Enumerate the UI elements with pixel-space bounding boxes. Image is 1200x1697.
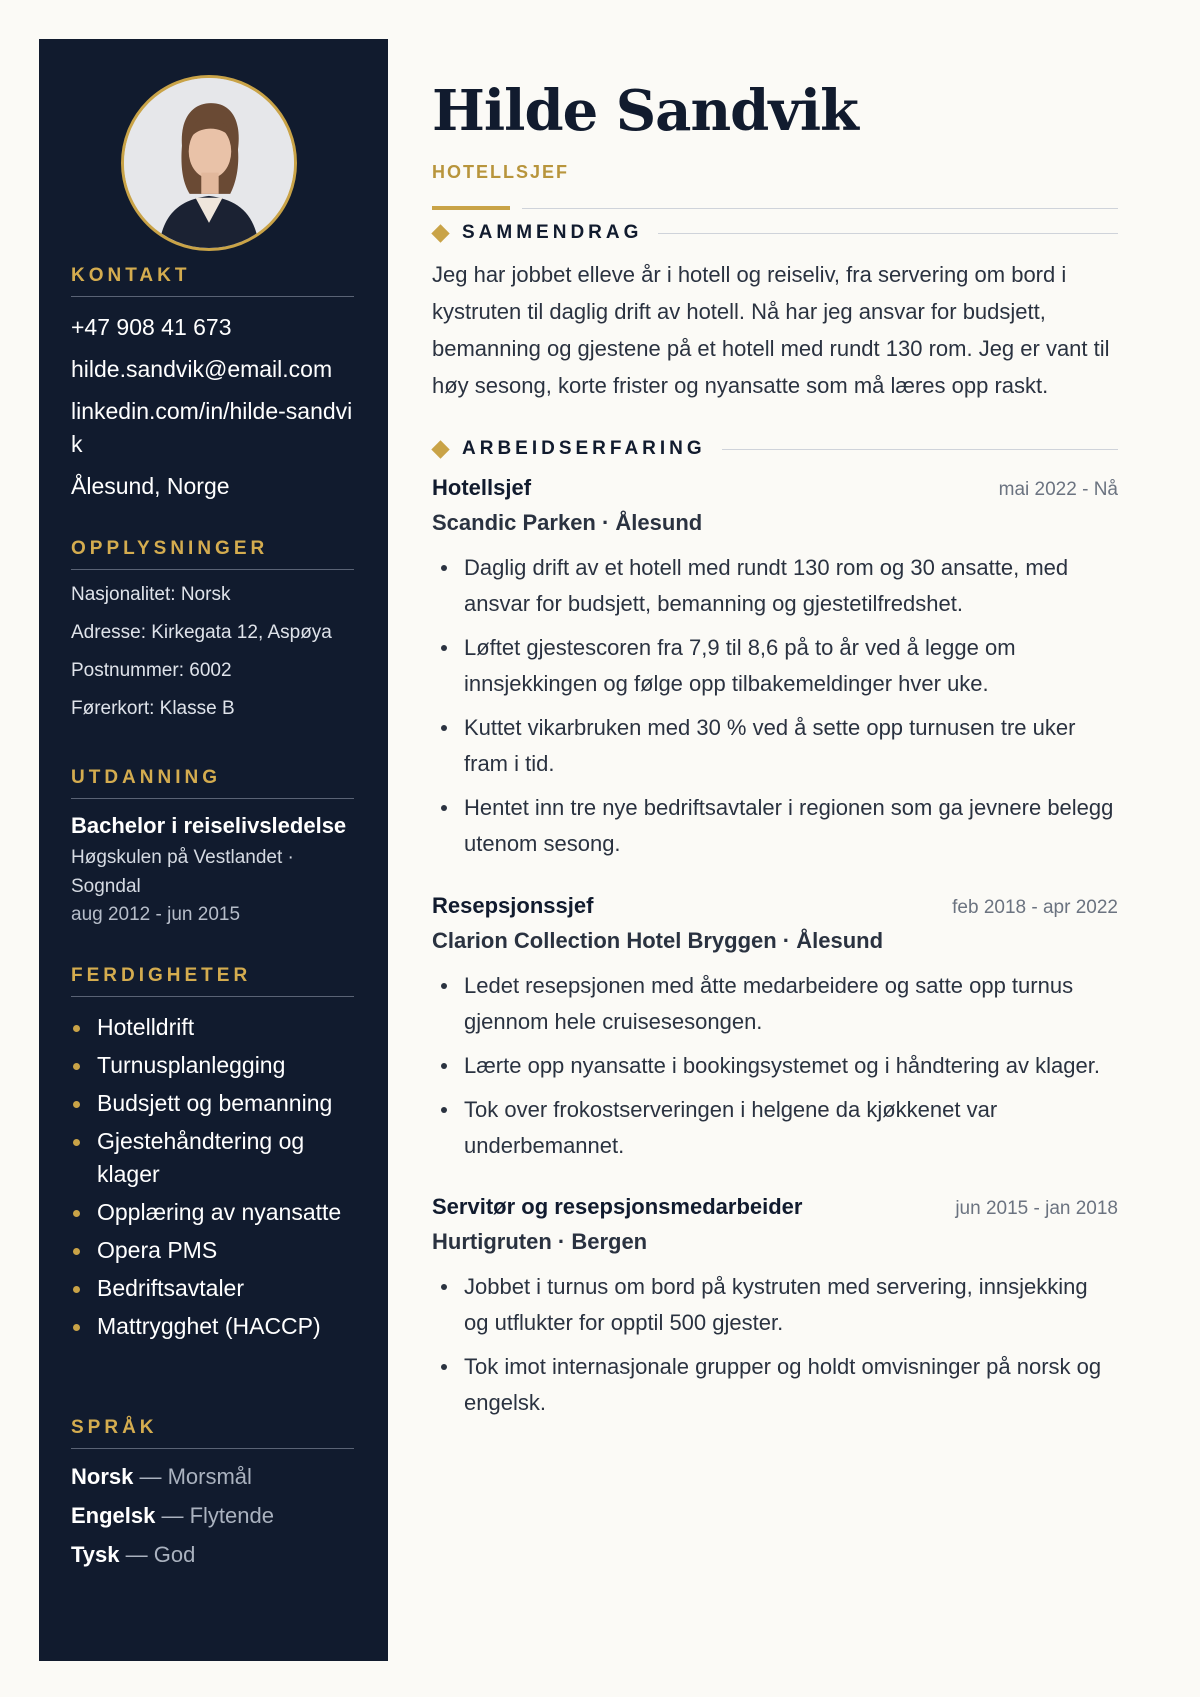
section-divider <box>722 449 1118 450</box>
job-bullet <box>432 1048 1118 1084</box>
skills-list <box>71 1011 354 1343</box>
job-bullets <box>432 968 1118 1164</box>
bullet-dot-icon <box>73 1324 80 1331</box>
language-name: Norsk <box>71 1464 134 1489</box>
info-postcode: Postnummer: 6002 <box>71 660 232 681</box>
job-entry <box>432 1194 1118 1429</box>
language-name: Engelsk <box>71 1503 156 1528</box>
bullet-dot-icon <box>73 1139 80 1146</box>
info-heading: OPPLYSNINGER <box>71 538 354 570</box>
bullet-dot-icon <box>441 565 447 571</box>
sidebar <box>39 39 388 1661</box>
job-bullet-text: Hentet inn tre nye bedriftsavtaler i regionen som ga jevnere belegg utenom sesong. <box>464 795 1114 856</box>
skills-heading: FERDIGHETER <box>71 965 354 997</box>
job-title: Resepsjonssjef <box>432 893 594 918</box>
job-bullet <box>432 630 1118 702</box>
job-bullet <box>432 550 1118 622</box>
skill-item <box>71 1125 354 1191</box>
profile-photo-image <box>124 78 294 248</box>
bullet-dot-icon <box>73 1286 80 1293</box>
job-dates: feb 2018 - apr 2022 <box>952 897 1118 918</box>
job-bullet-text: Daglig drift av et hotell med rundt 130 rom og 30 ansatte, med ansvar for budsjett, bemanning og gjestetilfredshet. <box>464 555 1069 616</box>
language-item <box>71 1541 354 1569</box>
language-level: — Flytende <box>155 1503 274 1528</box>
skill-label: Turnusplanlegging <box>97 1052 286 1078</box>
job-title: Hotellsjef <box>432 475 532 500</box>
info-section <box>71 538 354 736</box>
profile-photo <box>121 75 297 251</box>
skill-label: Gjestehåndtering og klager <box>97 1128 305 1187</box>
job-entry <box>432 893 1118 1172</box>
job-bullet <box>432 1269 1118 1341</box>
education-section <box>71 767 354 929</box>
diamond-icon <box>431 224 449 242</box>
contact-section <box>71 265 354 512</box>
candidate-title: HOTELLSJEF <box>432 162 570 182</box>
bullet-dot-icon <box>441 1284 447 1290</box>
job-bullet-text: Lærte opp nyansatte i bookingsystemet og i håndtering av klager. <box>464 1053 1100 1078</box>
job-dates: jun 2015 - jan 2018 <box>955 1198 1118 1219</box>
education-heading: UTDANNING <box>71 767 354 799</box>
job-bullet-text: Løftet gjestescoren fra 7,9 til 8,6 på to år ved å legge om innsjekkingen og følge opp tilbakemeldinger hver uke. <box>464 635 1016 696</box>
job-bullets <box>432 550 1118 862</box>
languages-heading: SPRÅK <box>71 1417 354 1449</box>
job-company: Scandic Parken · Ålesund <box>432 510 703 535</box>
experience-heading-row <box>432 438 1118 460</box>
languages-section <box>71 1417 354 1580</box>
job-company: Clarion Collection Hotel Bryggen · Ålesund <box>432 928 884 953</box>
skill-label: Opplæring av nyansatte <box>97 1199 342 1225</box>
job-bullet <box>432 790 1118 862</box>
job-bullet-text: Jobbet i turnus om bord på kystruten med servering, innsjekking og utflukter for opptil 500 gjester. <box>464 1274 1088 1335</box>
job-company: Hurtigruten · Bergen <box>432 1229 648 1254</box>
language-name: Tysk <box>71 1542 120 1567</box>
info-address: Adresse: Kirkegata 12, Aspøya <box>71 622 332 643</box>
summary-text: Jeg har jobbet elleve år i hotell og reiseliv, fra servering om bord i kystruten til daglig drift av hotell. Nå har jeg ansvar for budsjett, bemanning og gjestene på et hotell med rundt 130 rom. Jeg er vant til høy sesong, korte frister og nyansatte som må læres opp raskt. <box>432 262 1110 398</box>
bullet-dot-icon <box>73 1210 80 1217</box>
job-bullet-text: Kuttet vikarbruken med 30 % ved å sette opp turnusen tre uker fram i tid. <box>464 715 1076 776</box>
job-bullet-text: Ledet resepsjonen med åtte medarbeidere og satte opp turnus gjennom hele cruisesesongen. <box>464 973 1074 1034</box>
language-level: — God <box>119 1542 196 1567</box>
skill-item <box>71 1196 354 1229</box>
education-degree: Bachelor i reiselivsledelse <box>71 813 347 838</box>
info-nationality: Nasjonalitet: Norsk <box>71 584 231 605</box>
contact-phone[interactable]: +47 908 41 673 <box>71 314 232 340</box>
contact-linkedin[interactable]: linkedin.com/in/hilde-sandvik <box>71 398 353 457</box>
job-bullet <box>432 1092 1118 1164</box>
section-divider <box>658 233 1118 234</box>
skill-label: Mattrygghet (HACCP) <box>97 1313 321 1339</box>
job-bullet <box>432 968 1118 1040</box>
job-entry <box>432 475 1118 870</box>
skills-section <box>71 965 354 1348</box>
skill-label: Bedriftsavtaler <box>97 1275 245 1301</box>
skill-label: Opera PMS <box>97 1237 218 1263</box>
bullet-dot-icon <box>441 1107 447 1113</box>
bullet-dot-icon <box>441 645 447 651</box>
summary-heading-row <box>432 222 1118 244</box>
candidate-name: Hilde Sandvik <box>432 78 858 144</box>
education-school: Høgskulen på Vestlandet · Sogndal <box>71 847 294 897</box>
bullet-dot-icon <box>73 1101 80 1108</box>
bullet-dot-icon <box>441 805 447 811</box>
job-bullet-text: Tok imot internasjonale grupper og holdt omvisninger på norsk og engelsk. <box>464 1354 1102 1415</box>
bullet-dot-icon <box>441 1063 447 1069</box>
summary-heading: SAMMENDRAG <box>462 222 643 243</box>
skill-item <box>71 1272 354 1305</box>
job-bullet <box>432 710 1118 782</box>
skill-item <box>71 1049 354 1082</box>
bullet-dot-icon <box>441 1364 447 1370</box>
bullet-dot-icon <box>73 1025 80 1032</box>
skill-item <box>71 1011 354 1044</box>
skill-label: Budsjett og bemanning <box>97 1090 333 1116</box>
job-bullet <box>432 1349 1118 1421</box>
contact-email[interactable]: hilde.sandvik@email.com <box>71 356 333 382</box>
language-item <box>71 1502 354 1530</box>
language-item <box>71 1463 354 1491</box>
skill-item <box>71 1234 354 1267</box>
info-license: Førerkort: Klasse B <box>71 698 235 719</box>
job-dates: mai 2022 - Nå <box>998 479 1118 500</box>
skill-label: Hotelldrift <box>97 1014 195 1040</box>
skill-item <box>71 1087 354 1120</box>
bullet-dot-icon <box>73 1063 80 1070</box>
experience-heading: ARBEIDSERFARING <box>462 438 706 459</box>
accent-bar <box>432 206 510 210</box>
bullet-dot-icon <box>441 983 447 989</box>
bullet-dot-icon <box>73 1248 80 1255</box>
contact-location: Ålesund, Norge <box>71 473 230 499</box>
diamond-icon <box>431 440 449 458</box>
language-level: — Morsmål <box>133 1464 252 1489</box>
job-bullets <box>432 1269 1118 1421</box>
header-divider <box>522 208 1118 209</box>
skill-item <box>71 1310 354 1343</box>
job-title: Servitør og resepsjonsmedarbeider <box>432 1194 803 1219</box>
job-bullet-text: Tok over frokostserveringen i helgene da kjøkkenet var underbemannet. <box>464 1097 998 1158</box>
contact-heading: KONTAKT <box>71 265 354 297</box>
bullet-dot-icon <box>441 725 447 731</box>
education-dates: aug 2012 - jun 2015 <box>71 904 241 925</box>
